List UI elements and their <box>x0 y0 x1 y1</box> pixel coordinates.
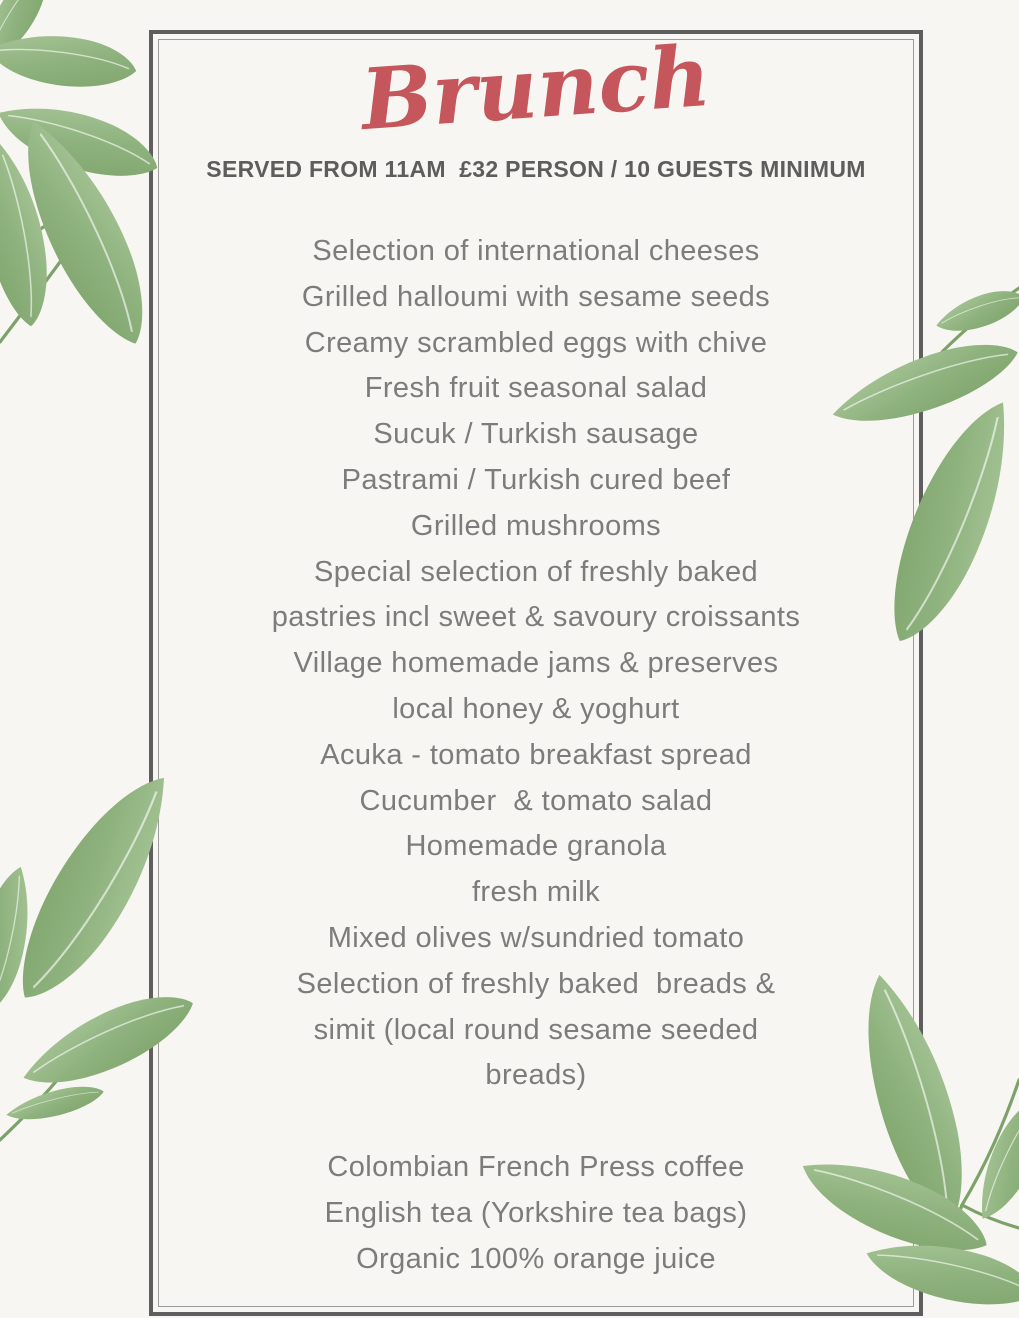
menu-item: fresh milk <box>471 876 601 909</box>
menu-item: breads) <box>485 1059 587 1092</box>
drinks-list <box>149 1145 923 1282</box>
menu-item: pastries incl sweet & savoury croissants <box>271 601 801 634</box>
menu-item: Sucuk / Turkish sausage <box>373 418 699 451</box>
menu-item: Pastrami / Turkish cured beef <box>341 463 731 496</box>
menu-item: Special selection of freshly baked <box>313 555 758 588</box>
leaf-cluster-top-left <box>0 0 166 359</box>
menu-item: Mixed olives w/sundried tomato <box>327 921 745 954</box>
menu-item: Creamy scrambled eggs with chive <box>304 326 768 359</box>
menu-item: Selection of freshly baked breads & <box>296 967 776 1000</box>
menu-content <box>149 25 923 1283</box>
menu-item: Acuka - tomato breakfast spread <box>320 738 752 771</box>
menu-items-list <box>149 229 923 1099</box>
menu-item: Selection of international cheeses <box>312 235 760 267</box>
menu-item: Grilled mushrooms <box>410 509 662 542</box>
menu-item: local honey & yoghurt <box>392 692 680 725</box>
menu-item: Homemade granola <box>405 830 667 863</box>
menu-item: Grilled halloumi with sesame seeds <box>301 280 771 313</box>
drink-item: Organic 100% orange juice <box>356 1242 716 1275</box>
menu-item: Cucumber & tomato salad <box>359 784 713 817</box>
menu-subtitle: SERVED FROM 11AM £32 PERSON / 10 GUESTS MINIMUM <box>206 156 866 182</box>
menu-item: simit (local round sesame seeded <box>313 1013 759 1046</box>
page-title: Brunch <box>358 25 714 150</box>
drink-item: Colombian French Press coffee <box>327 1151 745 1184</box>
drink-item: English tea (Yorkshire tea bags) <box>324 1196 748 1229</box>
menu-item: Village homemade jams & preserves <box>293 647 779 680</box>
menu-item: Fresh fruit seasonal salad <box>364 372 708 405</box>
